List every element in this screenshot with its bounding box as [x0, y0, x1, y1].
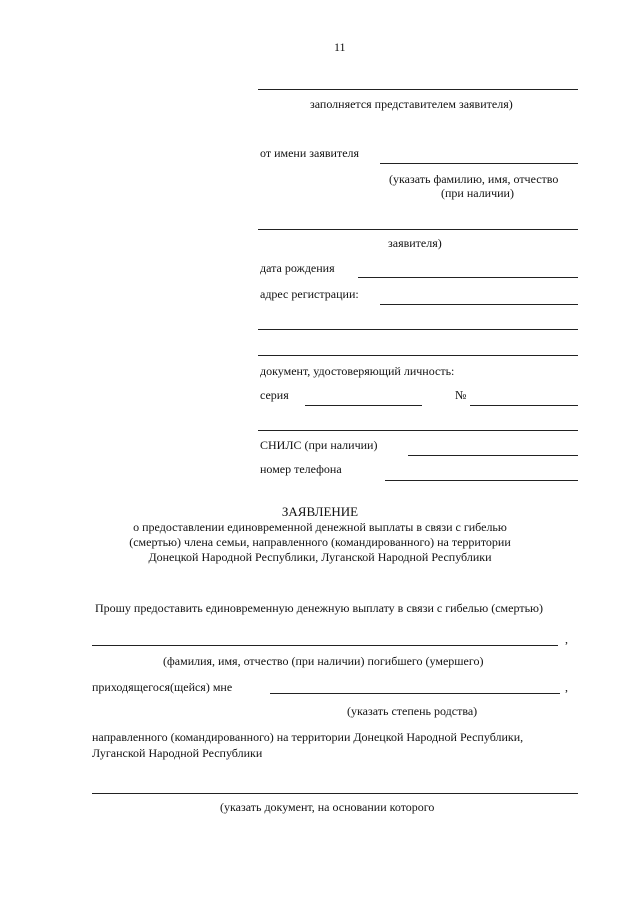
- series-label: серия: [260, 388, 289, 402]
- fio-hint-line1: (указать фамилию, имя, отчество: [389, 172, 559, 186]
- birth-date-label: дата рождения: [260, 261, 335, 275]
- snils-label: СНИЛС (при наличии): [260, 438, 378, 452]
- deceased-hint: (фамилия, имя, отчество (при наличии) погибшего (умершего): [163, 654, 484, 668]
- phone-label: номер телефона: [260, 462, 342, 476]
- on-behalf-label: от имени заявителя: [260, 146, 360, 160]
- statement-subtitle-2: (смертью) члена семьи, направленного (командированного) на территории: [129, 535, 511, 549]
- applicant-hint: заявителя): [388, 236, 442, 250]
- reg-address-line-3[interactable]: [258, 355, 578, 356]
- sent-text-1: направленного (командированного) на территории Донецкой Народной Республики,: [92, 730, 524, 744]
- statement-subtitle-3: Донецкой Народной Республики, Луганской Народной Республики: [148, 550, 492, 564]
- number-sign: №: [455, 388, 467, 402]
- input-line[interactable]: [258, 89, 578, 90]
- fio-hint-line2: (при наличии): [441, 186, 514, 200]
- id-document-label: документ, удостоверяющий личность:: [260, 364, 455, 378]
- reg-address-label: адрес регистрации:: [260, 287, 359, 301]
- input-line[interactable]: [258, 430, 578, 431]
- reg-address-line[interactable]: [380, 304, 578, 305]
- statement-subtitle-1: о предоставлении единовременной денежной выплаты в связи с гибелью: [133, 520, 507, 534]
- series-line[interactable]: [305, 405, 422, 406]
- comma: ,: [565, 680, 568, 694]
- statement-title: ЗАЯВЛЕНИЕ: [281, 504, 359, 519]
- request-text: Прошу предоставить единовременную денежную выплату в связи с гибелью (смертью): [95, 601, 543, 615]
- sent-text-2: Луганской Народной Республики: [92, 746, 263, 760]
- comma: ,: [565, 632, 568, 646]
- kinship-line[interactable]: [270, 693, 560, 694]
- number-line[interactable]: [470, 405, 578, 406]
- birth-date-line[interactable]: [358, 277, 578, 278]
- document-hint: (указать документ, на основании которого: [220, 800, 435, 814]
- relative-label: приходящегося(щейся) мне: [92, 680, 233, 694]
- kinship-hint: (указать степень родства): [347, 704, 478, 718]
- input-line[interactable]: [258, 229, 578, 230]
- snils-line[interactable]: [408, 455, 578, 456]
- reg-address-line-2[interactable]: [258, 329, 578, 330]
- document-line[interactable]: [92, 793, 578, 794]
- filled-by-rep-hint: заполняется представителем заявителя): [310, 97, 513, 111]
- deceased-name-line[interactable]: [92, 645, 558, 646]
- phone-line[interactable]: [385, 480, 578, 481]
- page-number: 11: [334, 40, 346, 54]
- applicant-name-line[interactable]: [380, 163, 578, 164]
